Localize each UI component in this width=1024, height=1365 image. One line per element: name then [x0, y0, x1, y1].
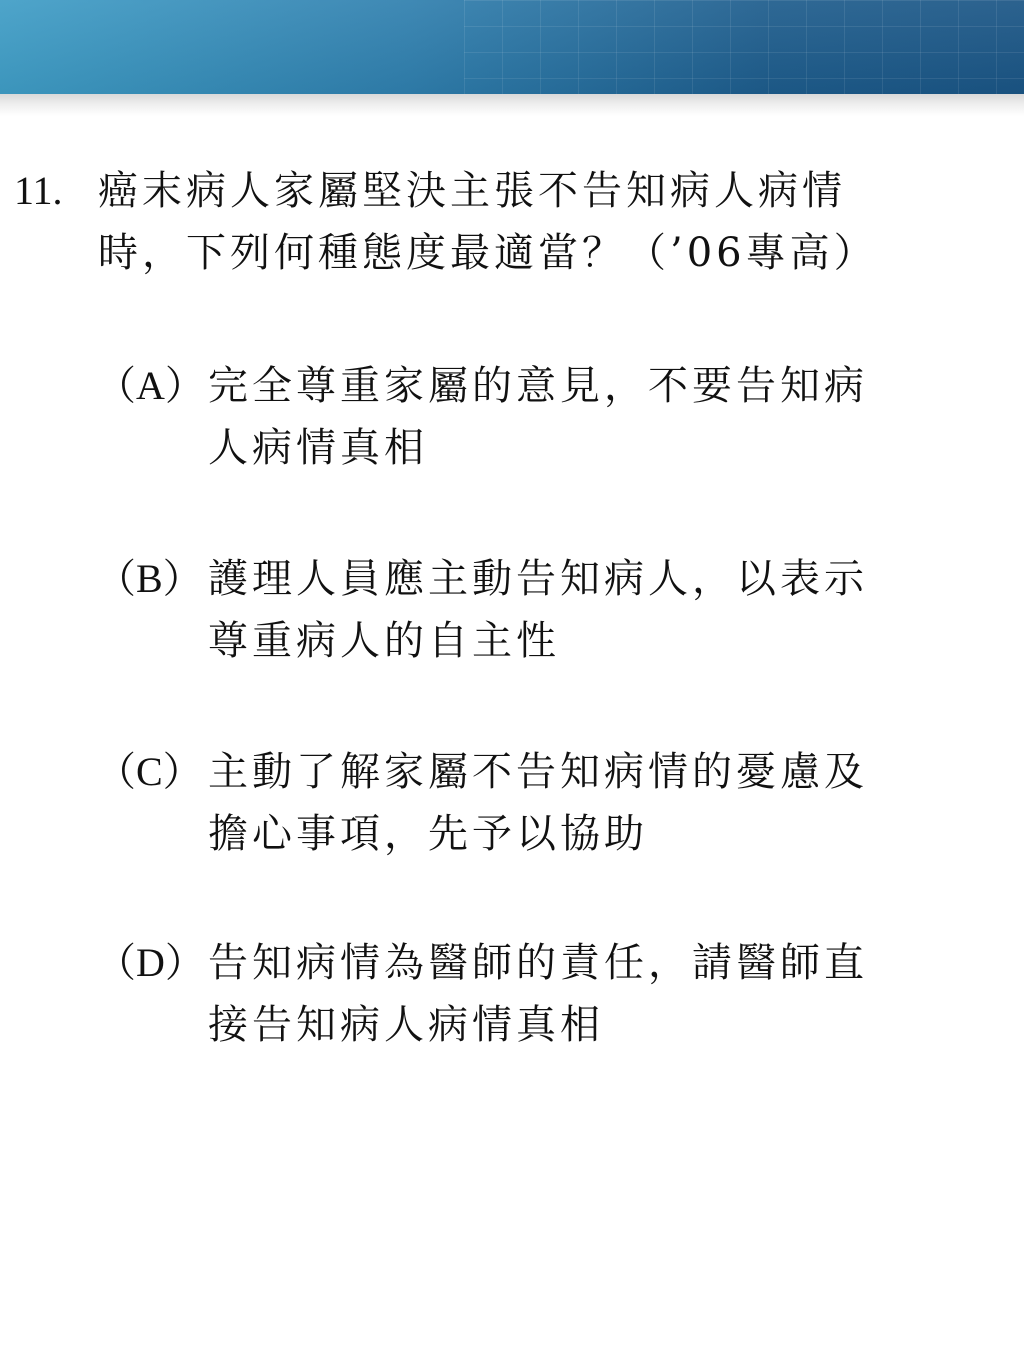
option-a-label: （A）: [96, 363, 205, 408]
option-d-line-1: 告知病情為醫師的責任，請醫師直: [208, 940, 868, 986]
option-c-line-1: 主動了解家屬不告知病情的憂慮及: [208, 749, 868, 795]
option-d: [96, 932, 1006, 1056]
option-a-text: [208, 355, 1004, 479]
option-d-line-2: 接告知病人病情真相: [208, 1002, 604, 1048]
question-line-2: 時，下列何種態度最適當？（’06專高）: [98, 230, 878, 276]
option-a-line-1: 完全尊重家屬的意見，不要告知病: [208, 363, 868, 409]
option-b-line-2: 尊重病人的自主性: [208, 618, 560, 664]
option-c-text: [208, 741, 1004, 865]
option-d-label: （D）: [96, 940, 205, 985]
option-c: [96, 741, 1006, 865]
banner-shade: [0, 0, 1024, 94]
option-b: [96, 548, 1006, 672]
option-a: [96, 355, 1006, 479]
banner-divider-strip: [0, 94, 1024, 116]
option-c-line-2: 擔心事項，先予以協助: [208, 811, 648, 857]
option-b-line-1: 護理人員應主動告知病人，以表示: [208, 556, 868, 602]
option-b-text: [208, 548, 1004, 672]
option-a-line-2: 人病情真相: [208, 425, 428, 471]
question-text: [98, 160, 998, 284]
question-block: [14, 160, 1004, 284]
option-b-label: （B）: [96, 556, 203, 601]
question-number: 11.: [14, 168, 63, 213]
question-line-1: 癌末病人家屬堅決主張不告知病人病情: [98, 168, 846, 214]
option-d-text: [208, 932, 1004, 1056]
option-c-label: （C）: [96, 749, 203, 794]
header-banner: [0, 0, 1024, 94]
